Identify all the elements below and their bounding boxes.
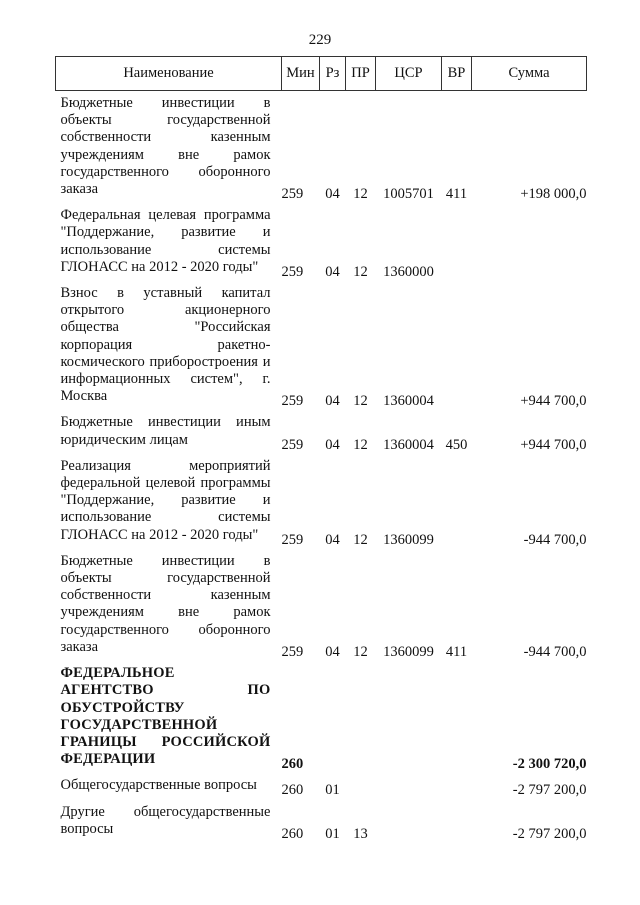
- row-sum: -944 700,0: [523, 531, 587, 548]
- row-name: Бюджетные инвестиции в объекты государственной собственности казенным учреждениям вне рамок государственного оборонного заказа: [60, 552, 271, 655]
- table-row-agency: [56, 661, 587, 773]
- row-name: Другие общегосударственные вопросы: [60, 803, 271, 837]
- row-vr: [442, 281, 472, 410]
- header-csr: ЦСР: [376, 57, 442, 91]
- row-vr: 411: [445, 643, 468, 660]
- row-rz: 04: [325, 531, 340, 548]
- row-name: Бюджетные инвестиции в объекты государственной собственности казенным учреждениям вне рамок государственного оборонного заказа: [60, 95, 271, 198]
- row-sum: -2 797 200,0: [512, 782, 587, 799]
- row-csr: [376, 661, 442, 773]
- row-vr: [442, 203, 472, 281]
- row-min: 259: [281, 531, 304, 548]
- page-number: 229: [308, 32, 332, 48]
- row-csr: 1005701: [383, 186, 434, 203]
- row-vr: 411: [445, 186, 468, 203]
- table-row: [56, 773, 587, 799]
- row-csr: [376, 800, 442, 843]
- row-pr: 12: [353, 643, 368, 660]
- table-row: [56, 91, 587, 204]
- row-min: 259: [281, 643, 304, 660]
- table-row: [56, 281, 587, 410]
- row-rz: 01: [325, 825, 340, 842]
- row-pr: 12: [353, 186, 368, 203]
- row-sum: +198 000,0: [520, 186, 587, 203]
- row-rz: 04: [325, 263, 340, 280]
- row-name: Реализация мероприятий федеральной целевой программы "Поддержание, развитие и использование системы ГЛОНАСС на 2012 - 2020 годы": [60, 457, 271, 543]
- row-rz: [320, 661, 346, 773]
- row-pr: [346, 773, 376, 799]
- header-vr: ВР: [442, 57, 472, 91]
- table-row: [56, 549, 587, 661]
- row-sum: -2 797 200,0: [512, 825, 587, 842]
- row-csr: 1360004: [383, 393, 434, 410]
- table-row: [56, 203, 587, 281]
- row-min: 260: [281, 756, 304, 773]
- table-row: [56, 454, 587, 549]
- row-min: 259: [281, 436, 304, 453]
- row-pr: 13: [353, 825, 368, 842]
- row-pr: 12: [353, 531, 368, 548]
- table-header-row: [56, 57, 587, 91]
- header-pr: ПР: [346, 57, 376, 91]
- table-row: [56, 800, 587, 843]
- row-vr: [442, 773, 472, 799]
- row-name: Бюджетные инвестиции иным юридическим лицам: [60, 414, 271, 448]
- row-pr: 12: [353, 436, 368, 453]
- row-sum: -944 700,0: [523, 643, 587, 660]
- row-min: 259: [281, 186, 304, 203]
- row-csr: 1360099: [383, 531, 434, 548]
- row-vr: [442, 454, 472, 549]
- row-rz: 04: [325, 643, 340, 660]
- row-name: Общегосударственные вопросы: [60, 777, 257, 794]
- row-min: 259: [281, 393, 304, 410]
- row-name: Взнос в уставный капитал открытого акционерного общества "Российская корпорация ракетно-космического приборостроения и информационных систем", г. Москва: [60, 285, 271, 405]
- header-name: Наименование: [56, 57, 282, 91]
- row-rz: 01: [325, 782, 340, 799]
- row-rz: 04: [325, 186, 340, 203]
- header-sum: Сумма: [472, 57, 587, 91]
- row-rz: 04: [325, 436, 340, 453]
- row-csr: 1360099: [383, 643, 434, 660]
- table-row: [56, 410, 587, 453]
- row-sum: +944 700,0: [520, 436, 587, 453]
- row-csr: [376, 773, 442, 799]
- row-pr: 12: [353, 393, 368, 410]
- header-min: Мин: [282, 57, 320, 91]
- row-sum: -2 300 720,0: [512, 756, 587, 773]
- row-pr: 12: [353, 263, 368, 280]
- row-vr: [442, 800, 472, 843]
- row-name: Федеральная целевая программа "Поддержание, развитие и использование системы ГЛОНАСС на 2012 - 2020 годы": [60, 207, 271, 275]
- row-csr: 1360000: [383, 263, 434, 280]
- row-rz: 04: [325, 393, 340, 410]
- row-name: ФЕДЕРАЛЬНОЕ АГЕНТСТВО ПО ОБУСТРОЙСТВУ ГОСУДАРСТВЕННОЙ ГРАНИЦЫ РОССИЙСКОЙ ФЕДЕРАЦИИ: [60, 665, 271, 768]
- row-vr: 450: [445, 436, 468, 453]
- row-sum: [472, 203, 587, 281]
- header-rz: Рз: [320, 57, 346, 91]
- row-pr: [346, 661, 376, 773]
- budget-table: [55, 56, 587, 843]
- row-min: 260: [281, 782, 304, 799]
- row-csr: 1360004: [383, 436, 434, 453]
- row-sum: +944 700,0: [520, 393, 587, 410]
- row-vr: [442, 661, 472, 773]
- row-min: 259: [281, 263, 304, 280]
- row-min: 260: [281, 825, 304, 842]
